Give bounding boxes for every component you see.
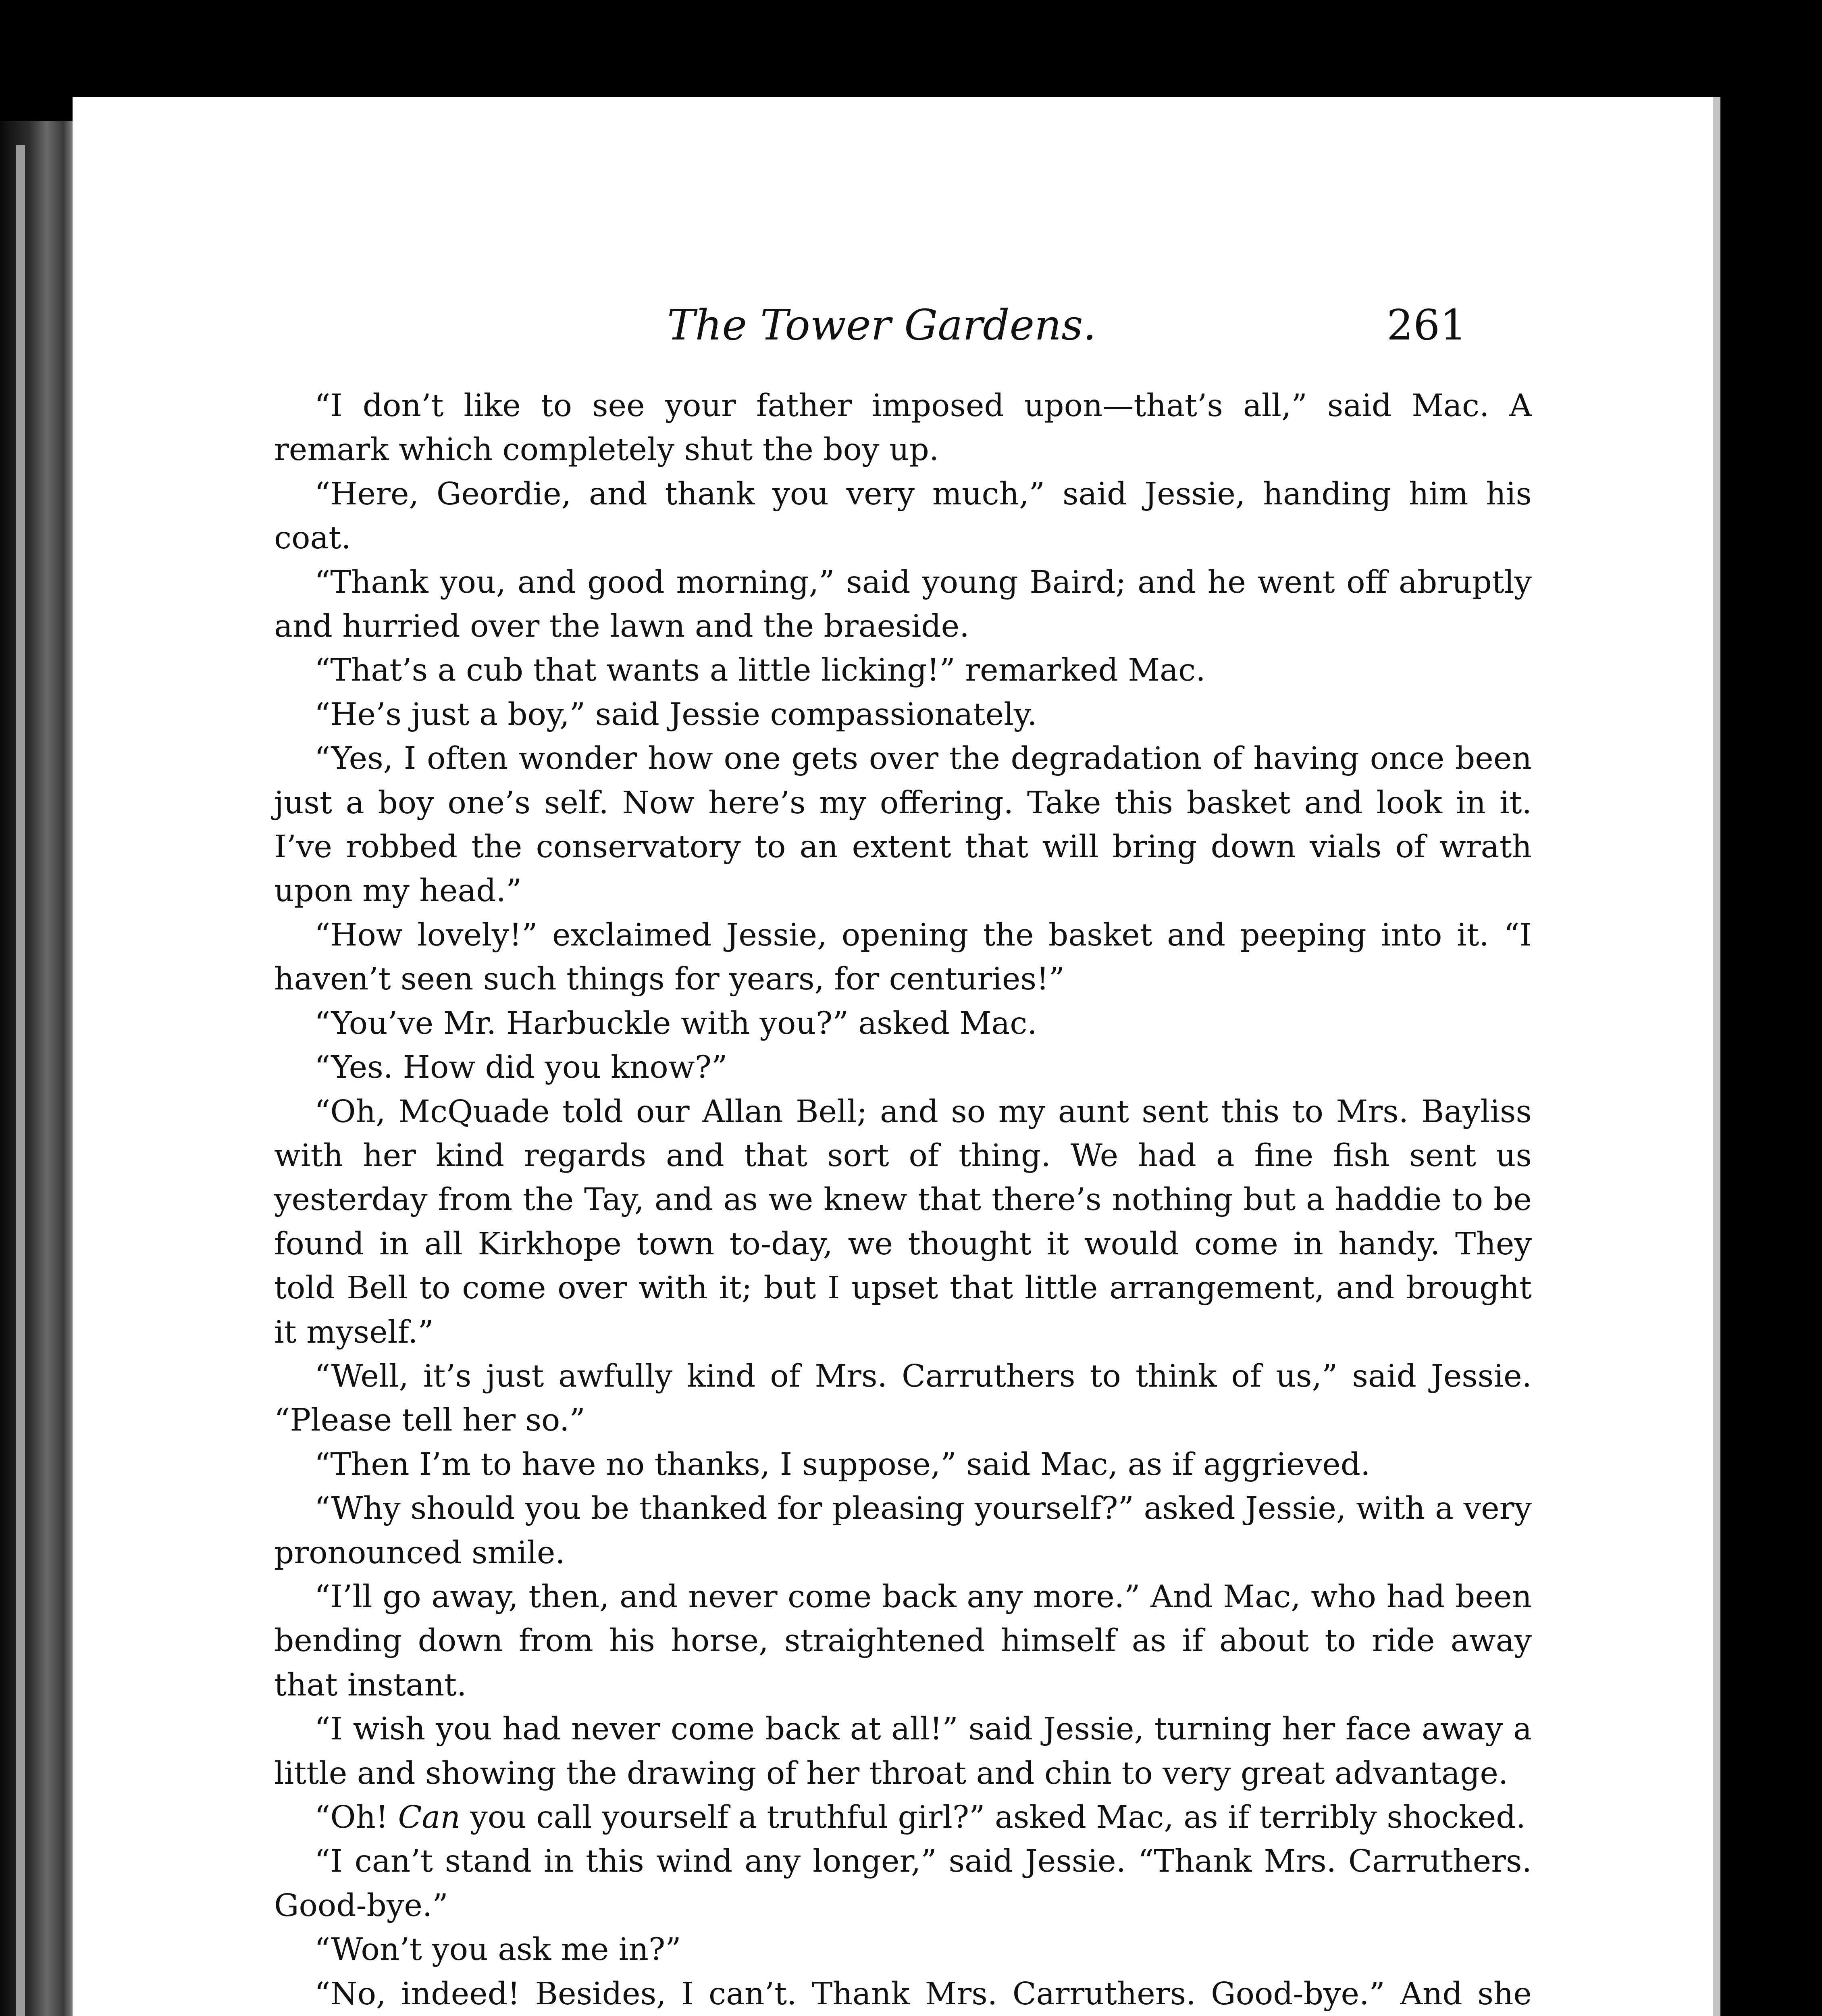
paragraph: “He’s just a boy,” said Jessie compassionately. <box>314 696 1037 733</box>
text-run: “Oh! <box>314 1799 398 1835</box>
paragraph: “Why should you be thanked for pleasing yourself?” asked Jessie, with a very pronounced smile. <box>274 1491 1532 1571</box>
book-page <box>73 97 1713 2016</box>
page-number: 261 <box>1387 300 1467 350</box>
paragraph: “Well, it’s just awfully kind of Mrs. Carruthers to think of us,” said Jessie. “Please tell her so.” <box>274 1358 1532 1439</box>
running-title: The Tower Gardens. <box>667 300 1096 350</box>
paragraph: “I don’t like to see your father imposed upon—that’s all,” said Mac. A remark which completely shut the boy up. <box>274 388 1532 468</box>
paragraph: “Then I’m to have no thanks, I suppose,” said Mac, as if aggrieved. <box>314 1446 1371 1483</box>
page-fore-edge <box>1713 97 1720 2016</box>
spine-edge <box>16 145 25 2016</box>
paragraph: “Won’t you ask me in?” <box>314 1932 681 1968</box>
paragraph: “No, indeed! Besides, I can’t. Thank Mrs. Carruthers. Good-bye.” And she <box>314 1976 1532 2012</box>
paragraph: “I’ll go away, then, and never come back any more.” And Mac, who had been bending down from his horse, straightened himself as if about to ride away that instant. <box>274 1579 1532 1703</box>
paragraph: “That’s a cub that wants a little licking!” remarked Mac. <box>314 652 1206 689</box>
paragraph: “I can’t stand in this wind any longer,” said Jessie. “Thank Mrs. Carruthers. Good-bye.” <box>274 1843 1532 1924</box>
italic-word: Can <box>398 1799 460 1835</box>
paragraph: “Here, Geordie, and thank you very much,” said Jessie, handing him his coat. <box>274 476 1532 556</box>
paragraph: “How lovely!” exclaimed Jessie, opening the basket and peeping into it. “I haven’t seen such things for years, for centuries!” <box>274 917 1532 998</box>
running-head <box>73 300 1713 357</box>
paragraph: “Yes. How did you know?” <box>314 1050 728 1086</box>
paragraph: “Oh, McQuade told our Allan Bell; and so my aunt sent this to Mrs. Bayliss with her kind regards and that sort of thing. We had a fine fish sent us yesterday from the Tay, and as we knew that there’s nothing but a haddie to be found in all Kirkhope town to-day, we thought it would come in handy. They told Bell to come over with it; but I upset that little arrangement, and brought it myself.” <box>274 1093 1532 1350</box>
paragraph: “Thank you, and good morning,” said young Baird; and he went off abruptly and hurried over the lawn and the braeside. <box>274 564 1532 645</box>
paragraph: “Yes, I often wonder how one gets over the degradation of having once been just a boy one’s self. Now here’s my offering. Take this basket and look in it. I’ve robbed the conservatory to an extent that will bring down vials of wrath upon my head.” <box>274 741 1532 909</box>
paragraph: “You’ve Mr. Harbuckle with you?” asked Mac. <box>314 1005 1037 1041</box>
book-spine <box>0 121 85 2016</box>
text-run: you call yourself a truthful girl?” asked Mac, as if terribly shocked. <box>460 1799 1526 1835</box>
paragraph-italic-can <box>274 1795 1532 1839</box>
body-text <box>274 384 1532 2016</box>
paragraph: “I wish you had never come back at all!” said Jessie, turning her face away a little and showing the drawing of her throat and chin to very great advantage. <box>274 1711 1532 1791</box>
